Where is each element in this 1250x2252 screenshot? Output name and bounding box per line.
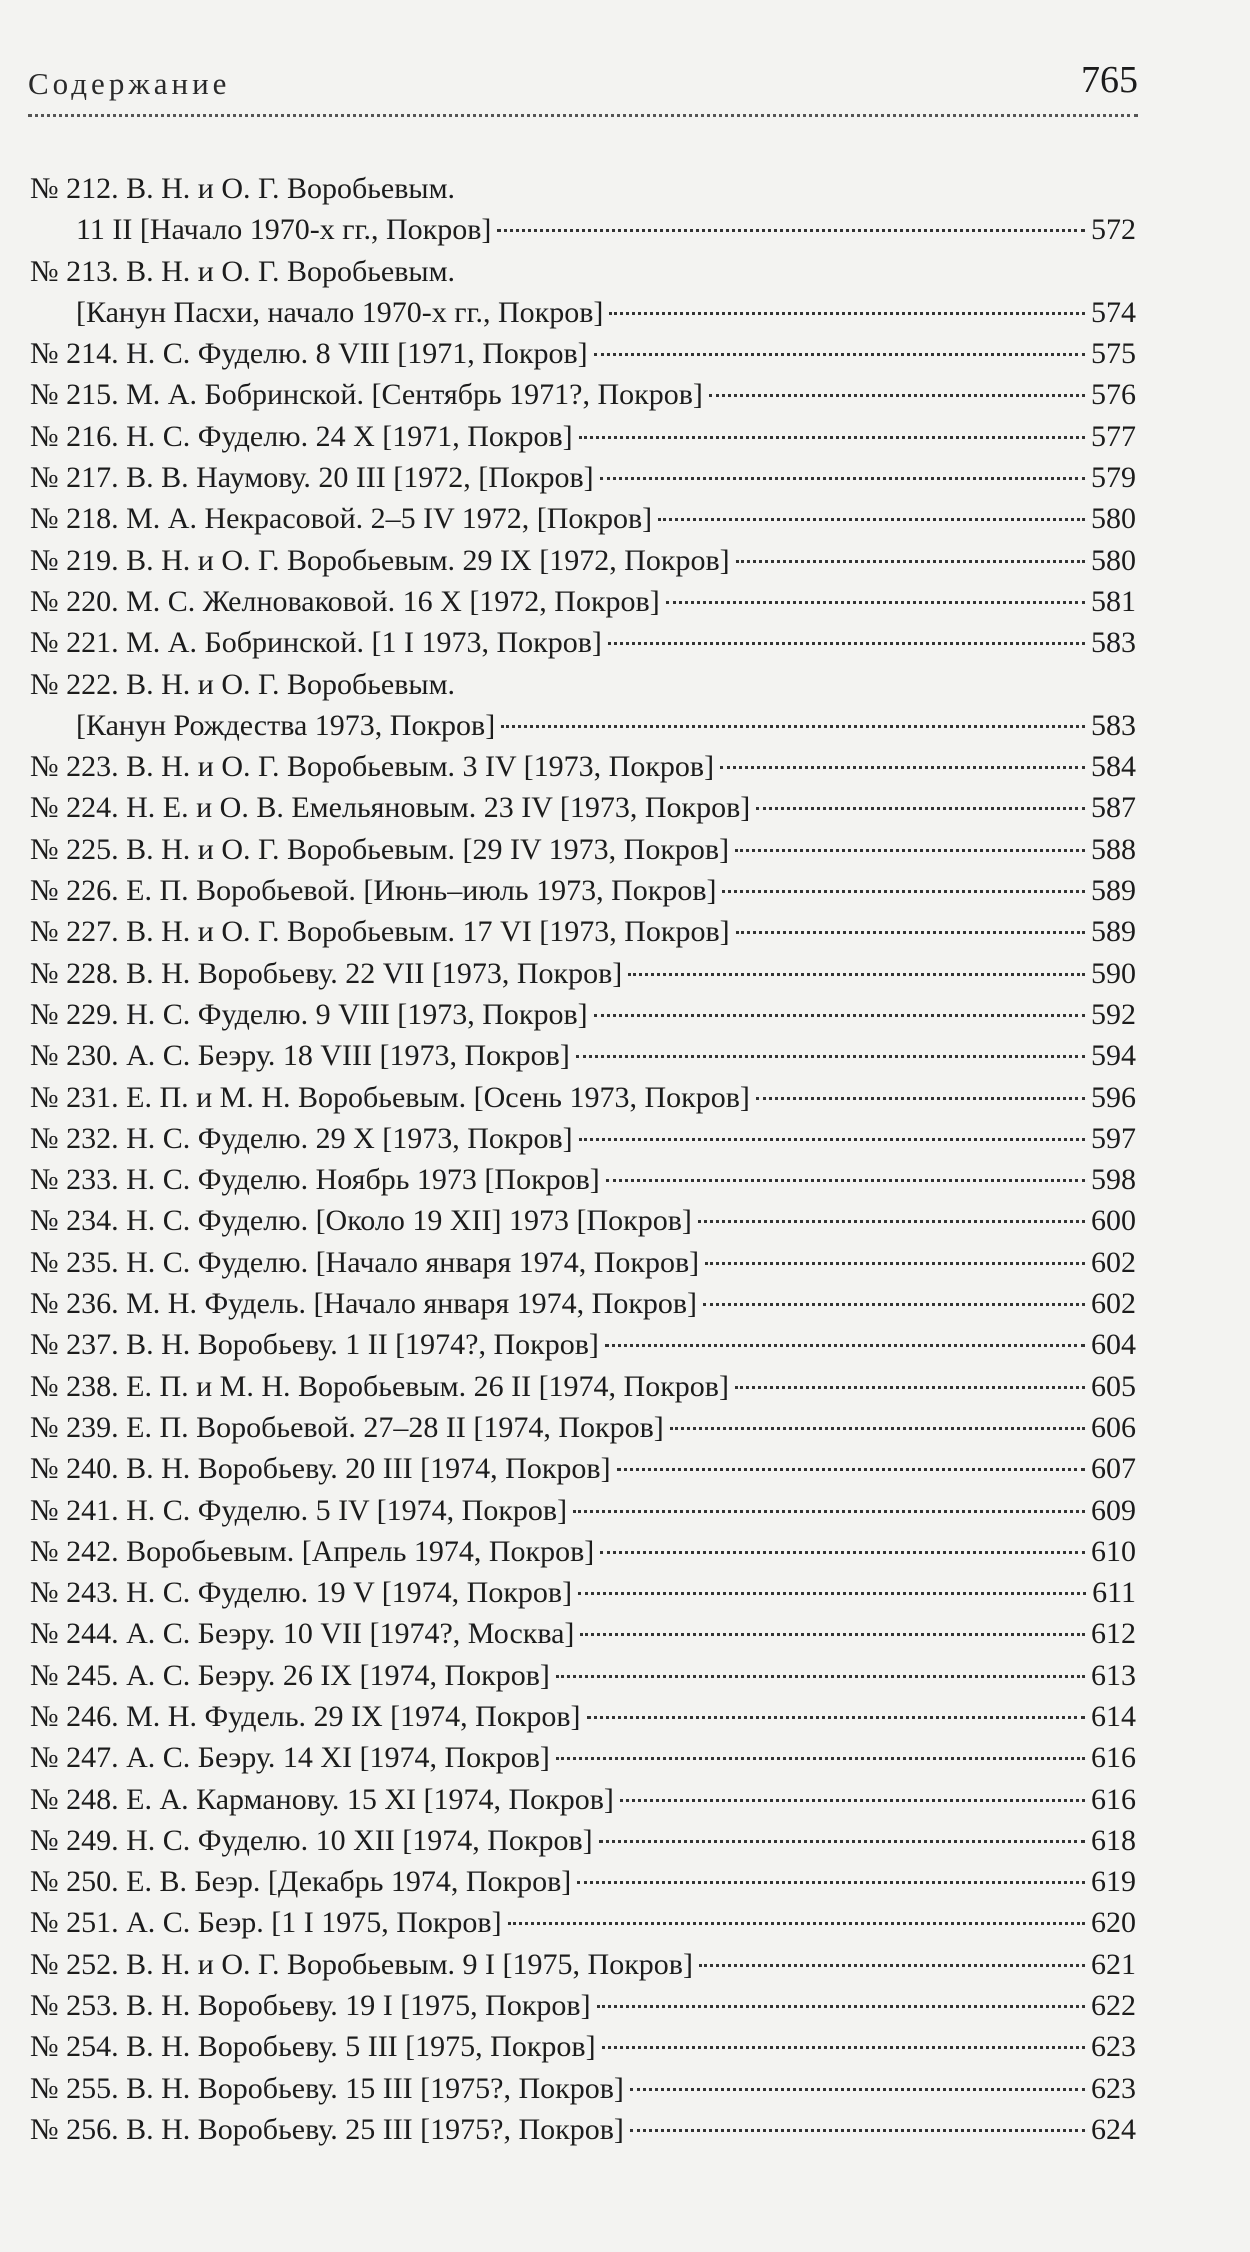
toc-entry-title: № 222. В. Н. и О. Г. Воробьевым. xyxy=(30,667,456,701)
header-dotted-rule xyxy=(28,114,1138,117)
dot-leader xyxy=(597,2005,1085,2008)
toc-entry-line xyxy=(30,1035,1136,1076)
toc-entry-line xyxy=(30,953,1136,994)
running-header-title: Содержание xyxy=(28,66,231,101)
toc-entry xyxy=(30,664,1136,747)
toc-entry-title: № 255. В. Н. Воробьеву. 15 III [1975?, Покров] xyxy=(30,2071,624,2105)
toc-entry xyxy=(30,1283,1136,1324)
toc-page-number: 589 xyxy=(1091,874,1136,908)
toc-entry-line xyxy=(30,2109,1136,2150)
toc-entry xyxy=(30,333,1136,374)
toc-entry-title: № 229. Н. С. Фуделю. 9 VIII [1973, Покров] xyxy=(30,997,588,1031)
toc-entry-line xyxy=(30,1820,1136,1861)
toc-page-number: 621 xyxy=(1091,1947,1136,1981)
toc-entry-title: № 215. М. А. Бобринской. [Сентябрь 1971?, Покров] xyxy=(30,378,703,412)
toc-entry xyxy=(30,1531,1136,1572)
toc-page-number: 611 xyxy=(1092,1576,1136,1610)
toc-entry-continuation-line xyxy=(30,209,1136,250)
toc-entry xyxy=(30,787,1136,828)
toc-entry-line xyxy=(30,1490,1136,1531)
toc-entry xyxy=(30,1118,1136,1159)
toc-entry-line xyxy=(30,2026,1136,2067)
toc-entry-title: № 248. Е. А. Карманову. 15 XI [1974, Покров] xyxy=(30,1782,614,1816)
toc-entry xyxy=(30,911,1136,952)
toc-entry-line xyxy=(30,333,1136,374)
toc-entry-title: № 221. М. А. Бобринской. [1 I 1973, Покров] xyxy=(30,626,602,660)
toc-entry-continuation-line xyxy=(30,292,1136,333)
dot-leader xyxy=(735,1386,1085,1389)
toc-entry-title: № 213. В. Н. и О. Г. Воробьевым. xyxy=(30,254,456,288)
dot-leader xyxy=(576,1055,1085,1058)
toc-entry xyxy=(30,1366,1136,1407)
toc-page-number: 613 xyxy=(1091,1658,1136,1692)
toc-entry xyxy=(30,1324,1136,1365)
toc-entry-line xyxy=(30,1944,1136,1985)
toc-entry-line xyxy=(30,2068,1136,2109)
toc-entry-title: № 233. Н. С. Фуделю. Ноябрь 1973 [Покров] xyxy=(30,1163,600,1197)
toc-entry xyxy=(30,994,1136,1035)
toc-entry-title: № 216. Н. С. Фуделю. 24 X [1971, Покров] xyxy=(30,419,573,453)
toc-page-number: 576 xyxy=(1091,378,1136,412)
toc-entry-line xyxy=(30,1655,1136,1696)
toc-entry-line xyxy=(30,1613,1136,1654)
dot-leader xyxy=(508,1922,1085,1925)
dot-leader xyxy=(628,973,1085,976)
toc-entry-title: № 246. М. Н. Фудель. 29 IX [1974, Покров] xyxy=(30,1699,581,1733)
toc-page-number: 574 xyxy=(1091,295,1136,329)
toc-entry-title: № 241. Н. С. Фуделю. 5 IV [1974, Покров] xyxy=(30,1493,568,1527)
toc-entry-title: № 218. М. А. Некрасовой. 2–5 IV 1972, [Покров] xyxy=(30,502,653,536)
dot-leader xyxy=(709,394,1085,397)
dot-leader xyxy=(497,229,1085,232)
toc-entry-subtitle: 11 II [Начало 1970-х гг., Покров] xyxy=(76,213,492,247)
toc-entry-title: № 224. Н. Е. и О. В. Емельяновым. 23 IV [1973, Покров] xyxy=(30,791,751,825)
dot-leader xyxy=(699,1964,1085,1967)
toc-page-number: 602 xyxy=(1091,1287,1136,1321)
toc-entry-subtitle: [Канун Рождества 1973, Покров] xyxy=(76,708,496,742)
dot-leader xyxy=(579,436,1085,439)
toc-page-number: 598 xyxy=(1091,1163,1136,1197)
toc-entry-line xyxy=(30,1861,1136,1902)
dot-leader xyxy=(594,1014,1085,1017)
toc-entry-title: № 249. Н. С. Фуделю. 10 XII [1974, Покров] xyxy=(30,1823,593,1857)
toc-entry-line xyxy=(30,664,1136,705)
toc-entry-line xyxy=(30,168,1136,209)
dot-leader xyxy=(720,766,1085,769)
toc-entry-line xyxy=(30,374,1136,415)
toc-entry xyxy=(30,1655,1136,1696)
toc-page-number: 600 xyxy=(1091,1204,1136,1238)
toc-page-number: 620 xyxy=(1091,1906,1136,1940)
toc-page-number: 607 xyxy=(1091,1452,1136,1486)
toc-page-number: 605 xyxy=(1091,1369,1136,1403)
toc-entry xyxy=(30,1242,1136,1283)
toc-entry-title: № 250. Е. В. Беэр. [Декабрь 1974, Покров] xyxy=(30,1865,572,1899)
toc-entry xyxy=(30,1448,1136,1489)
dot-leader xyxy=(577,1881,1085,1884)
toc-entry-title: № 240. В. Н. Воробьеву. 20 III [1974, Покров] xyxy=(30,1452,611,1486)
toc-entry xyxy=(30,2068,1136,2109)
dot-leader xyxy=(736,931,1085,934)
toc-page-number: 597 xyxy=(1091,1121,1136,1155)
dot-leader xyxy=(698,1220,1085,1223)
toc-entry xyxy=(30,1779,1136,1820)
toc-entry-line xyxy=(30,1696,1136,1737)
toc-entry xyxy=(30,746,1136,787)
toc-entry-title: № 232. Н. С. Фуделю. 29 X [1973, Покров] xyxy=(30,1121,573,1155)
toc-entry-line xyxy=(30,416,1136,457)
toc-page-number: 609 xyxy=(1091,1493,1136,1527)
toc-entry-line xyxy=(30,1200,1136,1241)
toc-page-number: 580 xyxy=(1091,502,1136,536)
toc-page-number: 610 xyxy=(1091,1534,1136,1568)
toc-page-number: 622 xyxy=(1091,1989,1136,2023)
toc-entry-line xyxy=(30,1242,1136,1283)
toc-entry-title: № 254. В. Н. Воробьеву. 5 III [1975, Покров] xyxy=(30,2030,596,2064)
toc-page-number: 596 xyxy=(1091,1080,1136,1114)
dot-leader xyxy=(736,560,1085,563)
toc-page-number: 616 xyxy=(1091,1741,1136,1775)
toc-page-number: 583 xyxy=(1091,708,1136,742)
running-header xyxy=(28,52,1138,122)
toc-page-number: 589 xyxy=(1091,915,1136,949)
toc-entry-title: № 252. В. Н. и О. Г. Воробьевым. 9 I [1975, Покров] xyxy=(30,1947,693,1981)
toc-entry-line xyxy=(30,746,1136,787)
toc-entry-line xyxy=(30,1324,1136,1365)
dot-leader xyxy=(580,1633,1085,1636)
toc-entry-line xyxy=(30,994,1136,1035)
toc-entry xyxy=(30,829,1136,870)
toc-entry-title: № 237. В. Н. Воробьеву. 1 II [1974?, Покров] xyxy=(30,1328,599,1362)
toc-entry-line xyxy=(30,911,1136,952)
dot-leader xyxy=(756,807,1085,810)
toc-entry-subtitle: [Канун Пасхи, начало 1970-х гг., Покров] xyxy=(76,295,604,329)
toc-entry-line xyxy=(30,581,1136,622)
dot-leader xyxy=(594,353,1085,356)
toc-entry xyxy=(30,2026,1136,2067)
toc-page-number: 581 xyxy=(1091,584,1136,618)
dot-leader xyxy=(666,601,1085,604)
toc-page-number: 619 xyxy=(1091,1865,1136,1899)
toc-page-number: 588 xyxy=(1091,832,1136,866)
toc-entry-line xyxy=(30,787,1136,828)
dot-leader xyxy=(705,1262,1085,1265)
toc-entry-title: № 253. В. Н. Воробьеву. 19 I [1975, Покров] xyxy=(30,1989,591,2023)
table-of-contents xyxy=(30,168,1136,2150)
dot-leader xyxy=(556,1675,1085,1678)
dot-leader xyxy=(630,2088,1085,2091)
toc-entry-title: № 217. В. В. Наумову. 20 III [1972, [Покров] xyxy=(30,461,594,495)
toc-entry-line xyxy=(30,540,1136,581)
toc-entry-title: № 234. Н. С. Фуделю. [Около 19 XII] 1973 [Покров] xyxy=(30,1204,692,1238)
toc-entry-line xyxy=(30,1118,1136,1159)
toc-entry-title: № 239. Е. П. Воробьевой. 27–28 II [1974, Покров] xyxy=(30,1410,664,1444)
toc-entry-line xyxy=(30,1779,1136,1820)
toc-entry-title: № 225. В. Н. и О. Г. Воробьевым. [29 IV 1973, Покров] xyxy=(30,832,730,866)
toc-entry-title: № 214. Н. С. Фуделю. 8 VIII [1971, Покров] xyxy=(30,337,588,371)
toc-entry-title: № 223. В. Н. и О. Г. Воробьевым. 3 IV [1973, Покров] xyxy=(30,750,715,784)
toc-page-number: 592 xyxy=(1091,997,1136,1031)
toc-entry xyxy=(30,168,1136,251)
toc-entry-title: № 230. А. С. Беэру. 18 VIII [1973, Покров] xyxy=(30,1039,570,1073)
toc-entry-line xyxy=(30,1572,1136,1613)
toc-entry xyxy=(30,540,1136,581)
dot-leader xyxy=(556,1757,1085,1760)
dot-leader xyxy=(573,1510,1085,1513)
toc-entry xyxy=(30,498,1136,539)
toc-entry-line xyxy=(30,829,1136,870)
toc-page-number: 583 xyxy=(1091,626,1136,660)
toc-page-number: 580 xyxy=(1091,543,1136,577)
toc-page-number: 579 xyxy=(1091,461,1136,495)
toc-page-number: 612 xyxy=(1091,1617,1136,1651)
toc-page-number: 604 xyxy=(1091,1328,1136,1362)
toc-entry-title: № 227. В. Н. и О. Г. Воробьевым. 17 VI [1973, Покров] xyxy=(30,915,730,949)
toc-entry xyxy=(30,1985,1136,2026)
toc-page-number: 577 xyxy=(1091,419,1136,453)
dot-leader xyxy=(578,1592,1086,1595)
toc-entry-title: № 244. А. С. Беэру. 10 VII [1974?, Москва] xyxy=(30,1617,575,1651)
toc-entry xyxy=(30,457,1136,498)
toc-entry xyxy=(30,870,1136,911)
dot-leader xyxy=(620,1799,1085,1802)
dot-leader xyxy=(605,1344,1085,1347)
toc-page-number: 572 xyxy=(1091,213,1136,247)
toc-page-number: 602 xyxy=(1091,1245,1136,1279)
toc-page-number: 623 xyxy=(1091,2030,1136,2064)
toc-entry xyxy=(30,1200,1136,1241)
toc-page-number: 618 xyxy=(1091,1823,1136,1857)
dot-leader xyxy=(609,312,1085,315)
toc-entry-line xyxy=(30,1283,1136,1324)
dot-leader xyxy=(703,1303,1085,1306)
toc-entry-title: № 243. Н. С. Фуделю. 19 V [1974, Покров] xyxy=(30,1576,573,1610)
toc-entry xyxy=(30,1035,1136,1076)
page-number: 765 xyxy=(1081,59,1138,101)
toc-entry-line xyxy=(30,251,1136,292)
toc-entry xyxy=(30,1737,1136,1778)
toc-page-number: 584 xyxy=(1091,750,1136,784)
toc-entry-line xyxy=(30,1531,1136,1572)
toc-entry xyxy=(30,1490,1136,1531)
toc-page-number: 616 xyxy=(1091,1782,1136,1816)
toc-entry xyxy=(30,1820,1136,1861)
toc-entry xyxy=(30,581,1136,622)
toc-entry-title: № 220. М. С. Желноваковой. 16 X [1972, Покров] xyxy=(30,584,660,618)
dot-leader xyxy=(670,1427,1085,1430)
toc-entry-line xyxy=(30,498,1136,539)
toc-entry-title: № 228. В. Н. Воробьеву. 22 VII [1973, Покров] xyxy=(30,956,623,990)
toc-page-number: 575 xyxy=(1091,337,1136,371)
dot-leader xyxy=(579,1138,1085,1141)
toc-entry xyxy=(30,1696,1136,1737)
toc-entry-title: № 247. А. С. Беэру. 14 XI [1974, Покров] xyxy=(30,1741,550,1775)
toc-page-number: 623 xyxy=(1091,2071,1136,2105)
toc-entry-title: № 231. Е. П. и М. Н. Воробьевым. [Осень 1973, Покров] xyxy=(30,1080,750,1114)
toc-entry xyxy=(30,374,1136,415)
toc-entry xyxy=(30,1902,1136,1943)
toc-entry xyxy=(30,1159,1136,1200)
toc-page-number: 594 xyxy=(1091,1039,1136,1073)
dot-leader xyxy=(600,1551,1085,1554)
toc-entry xyxy=(30,1407,1136,1448)
toc-page-number: 587 xyxy=(1091,791,1136,825)
dot-leader xyxy=(617,1468,1085,1471)
toc-page-number: 614 xyxy=(1091,1699,1136,1733)
dot-leader xyxy=(600,477,1085,480)
toc-entry-title: № 238. Е. П. и М. Н. Воробьевым. 26 II [1974, Покров] xyxy=(30,1369,729,1403)
toc-entry-title: № 256. В. Н. Воробьеву. 25 III [1975?, Покров] xyxy=(30,2112,624,2146)
toc-entry xyxy=(30,1613,1136,1654)
toc-entry xyxy=(30,1944,1136,1985)
toc-entry xyxy=(30,1572,1136,1613)
toc-entry-title: № 236. М. Н. Фудель. [Начало января 1974, Покров] xyxy=(30,1287,698,1321)
dot-leader xyxy=(501,725,1085,728)
toc-entry xyxy=(30,622,1136,663)
toc-entry xyxy=(30,2109,1136,2150)
toc-page-number: 624 xyxy=(1091,2112,1136,2146)
toc-entry-title: № 212. В. Н. и О. Г. Воробьевым. xyxy=(30,172,456,205)
toc-entry xyxy=(30,416,1136,457)
toc-entry xyxy=(30,1861,1136,1902)
dot-leader xyxy=(756,1097,1085,1100)
toc-entry-title: № 245. А. С. Беэру. 26 IX [1974, Покров] xyxy=(30,1658,550,1692)
toc-entry xyxy=(30,251,1136,334)
dot-leader xyxy=(587,1716,1085,1719)
toc-entry-line xyxy=(30,1159,1136,1200)
dot-leader xyxy=(602,2046,1085,2049)
dot-leader xyxy=(630,2129,1085,2132)
toc-page-number: 590 xyxy=(1091,956,1136,990)
dot-leader xyxy=(599,1840,1085,1843)
toc-entry-line xyxy=(30,1902,1136,1943)
toc-entry-line xyxy=(30,1366,1136,1407)
toc-entry xyxy=(30,1077,1136,1118)
toc-page-number: 606 xyxy=(1091,1410,1136,1444)
toc-entry-title: № 219. В. Н. и О. Г. Воробьевым. 29 IX [1972, Покров] xyxy=(30,543,730,577)
toc-entry-continuation-line xyxy=(30,705,1136,746)
dot-leader xyxy=(658,518,1085,521)
toc-entry-line xyxy=(30,1077,1136,1118)
toc-entry-line xyxy=(30,870,1136,911)
toc-entry-line xyxy=(30,1737,1136,1778)
toc-entry-line xyxy=(30,622,1136,663)
toc-entry-line xyxy=(30,1985,1136,2026)
toc-entry-title: № 242. Воробьевым. [Апрель 1974, Покров] xyxy=(30,1534,595,1568)
toc-entry-line xyxy=(30,1448,1136,1489)
toc-entry-line xyxy=(30,457,1136,498)
dot-leader xyxy=(722,890,1085,893)
dot-leader xyxy=(735,849,1085,852)
toc-entry-line xyxy=(30,1407,1136,1448)
toc-entry xyxy=(30,953,1136,994)
dot-leader xyxy=(606,1179,1085,1182)
dot-leader xyxy=(608,642,1085,645)
toc-entry-title: № 251. А. С. Беэр. [1 I 1975, Покров] xyxy=(30,1906,502,1940)
toc-entry-title: № 235. Н. С. Фуделю. [Начало января 1974, Покров] xyxy=(30,1245,700,1279)
toc-entry-title: № 226. Е. П. Воробьевой. [Июнь–июль 1973, Покров] xyxy=(30,874,717,908)
